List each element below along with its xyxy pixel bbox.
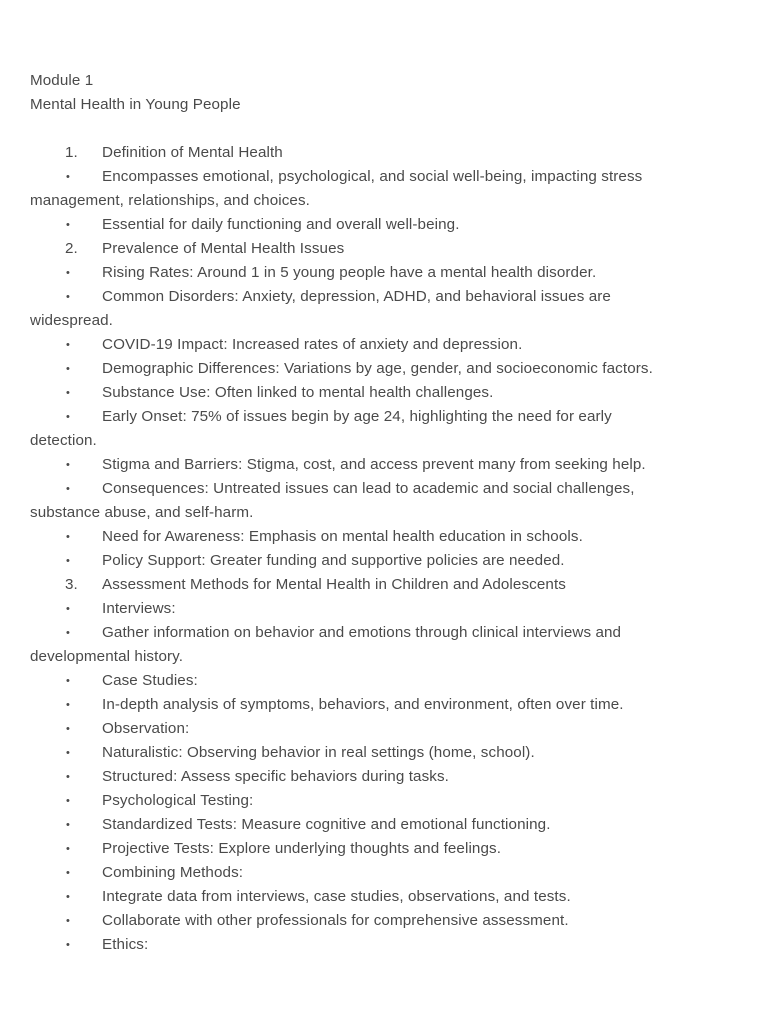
list-item-line xyxy=(30,933,740,957)
list-item-text: Demographic Differences: Variations by age, gender, and socioeconomic factors. xyxy=(102,360,653,377)
list-item-line xyxy=(30,237,740,261)
bullet-marker: • xyxy=(66,531,70,543)
list-item xyxy=(30,165,740,213)
list-item-line xyxy=(30,861,740,885)
list-item xyxy=(30,933,740,957)
list-item xyxy=(30,741,740,765)
list-item-line xyxy=(30,381,740,405)
list-item xyxy=(30,909,740,933)
list-item-line xyxy=(30,765,740,789)
list-item xyxy=(30,813,740,837)
bullet-marker: • xyxy=(66,171,70,183)
list-item-line xyxy=(30,669,740,693)
outline-list xyxy=(30,141,740,957)
bullet-marker: • xyxy=(66,915,70,927)
bullet-marker: • xyxy=(66,891,70,903)
list-item-text: Rising Rates: Around 1 in 5 young people have a mental health disorder. xyxy=(102,264,597,281)
list-item xyxy=(30,669,740,693)
list-item-line xyxy=(30,525,740,549)
bullet-marker: • xyxy=(66,867,70,879)
list-item xyxy=(30,525,740,549)
bullet-marker: • xyxy=(66,219,70,231)
list-item xyxy=(30,357,740,381)
list-item xyxy=(30,861,740,885)
numbered-heading xyxy=(30,141,740,165)
list-item-text: Combining Methods: xyxy=(102,864,244,881)
bullet-marker: • xyxy=(66,795,70,807)
list-item-line xyxy=(30,885,740,909)
list-item-text: Need for Awareness: Emphasis on mental health education in schools. xyxy=(102,528,583,545)
document-body xyxy=(30,69,740,957)
list-item xyxy=(30,477,740,525)
list-item xyxy=(30,381,740,405)
list-item xyxy=(30,333,740,357)
module-label: Module 1 xyxy=(30,72,94,89)
list-item-line xyxy=(30,285,740,309)
list-item-text: Interviews: xyxy=(102,600,176,617)
list-item-line xyxy=(30,165,740,189)
bullet-marker: • xyxy=(66,627,70,639)
bullet-marker: • xyxy=(66,723,70,735)
list-item-line xyxy=(30,621,740,645)
list-item xyxy=(30,453,740,477)
list-item-text: Early Onset: 75% of issues begin by age 24, highlighting the need for early xyxy=(102,408,612,425)
list-item-line xyxy=(30,693,740,717)
list-item-line xyxy=(30,741,740,765)
bullet-marker: • xyxy=(66,363,70,375)
list-number: 1. xyxy=(65,144,78,161)
list-item-line xyxy=(30,573,740,597)
list-item-text: Prevalence of Mental Health Issues xyxy=(102,240,345,257)
list-item-text: In-depth analysis of symptoms, behaviors, and environment, often over time. xyxy=(102,696,624,713)
list-item-text: Projective Tests: Explore underlying thoughts and feelings. xyxy=(102,840,502,857)
bullet-marker: • xyxy=(66,459,70,471)
list-item-continuation: developmental history. xyxy=(30,648,184,665)
list-item-text: Consequences: Untreated issues can lead to academic and social challenges, xyxy=(102,480,635,497)
list-item-text: Stigma and Barriers: Stigma, cost, and access prevent many from seeking help. xyxy=(102,456,646,473)
list-item-line xyxy=(30,717,740,741)
list-item xyxy=(30,621,740,669)
bullet-marker: • xyxy=(66,387,70,399)
spacer xyxy=(30,117,740,141)
list-item xyxy=(30,693,740,717)
list-item-continuation: management, relationships, and choices. xyxy=(30,192,310,209)
list-item-line xyxy=(30,813,740,837)
bullet-marker: • xyxy=(66,603,70,615)
page-title: Mental Health in Young People xyxy=(30,96,241,113)
list-item-text: Common Disorders: Anxiety, depression, ADHD, and behavioral issues are xyxy=(102,288,611,305)
list-item-text: Essential for daily functioning and overall well-being. xyxy=(102,216,460,233)
list-item-text: Policy Support: Greater funding and supportive policies are needed. xyxy=(102,552,565,569)
bullet-marker: • xyxy=(66,411,70,423)
list-item-text: Encompasses emotional, psychological, and social well-being, impacting stress xyxy=(102,168,643,185)
list-item-text: Structured: Assess specific behaviors during tasks. xyxy=(102,768,449,785)
list-item xyxy=(30,549,740,573)
bullet-marker: • xyxy=(66,939,70,951)
list-item-text: Psychological Testing: xyxy=(102,792,254,809)
list-item-continuation: detection. xyxy=(30,432,97,449)
list-item-text: Observation: xyxy=(102,720,190,737)
list-item-text: Naturalistic: Observing behavior in real settings (home, school). xyxy=(102,744,535,761)
bullet-marker: • xyxy=(66,555,70,567)
list-item-line xyxy=(30,789,740,813)
list-item-line xyxy=(30,909,740,933)
list-item-text: Substance Use: Often linked to mental health challenges. xyxy=(102,384,494,401)
list-item-continuation: substance abuse, and self-harm. xyxy=(30,504,254,521)
list-item xyxy=(30,765,740,789)
bullet-marker: • xyxy=(66,747,70,759)
list-item-line xyxy=(30,549,740,573)
bullet-marker: • xyxy=(66,771,70,783)
list-item-continuation: widespread. xyxy=(30,312,113,329)
list-item-line xyxy=(30,597,740,621)
numbered-heading xyxy=(30,237,740,261)
bullet-marker: • xyxy=(66,339,70,351)
list-item-line xyxy=(30,837,740,861)
list-item-line xyxy=(30,261,740,285)
list-number: 3. xyxy=(65,576,78,593)
list-item xyxy=(30,285,740,333)
list-item-text: Definition of Mental Health xyxy=(102,144,283,161)
list-item-line xyxy=(30,477,740,501)
list-item xyxy=(30,885,740,909)
list-item-text: Standardized Tests: Measure cognitive and emotional functioning. xyxy=(102,816,551,833)
numbered-heading xyxy=(30,573,740,597)
list-item-line xyxy=(30,141,740,165)
list-item xyxy=(30,405,740,453)
list-item-text: COVID-19 Impact: Increased rates of anxiety and depression. xyxy=(102,336,523,353)
list-number: 2. xyxy=(65,240,78,257)
bullet-marker: • xyxy=(66,675,70,687)
list-item-text: Case Studies: xyxy=(102,672,198,689)
list-item-text: Ethics: xyxy=(102,936,149,953)
list-item xyxy=(30,213,740,237)
list-item xyxy=(30,717,740,741)
bullet-marker: • xyxy=(66,291,70,303)
list-item-line xyxy=(30,357,740,381)
bullet-marker: • xyxy=(66,483,70,495)
list-item-line xyxy=(30,453,740,477)
list-item xyxy=(30,597,740,621)
list-item-text: Gather information on behavior and emotions through clinical interviews and xyxy=(102,624,622,641)
list-item xyxy=(30,261,740,285)
bullet-marker: • xyxy=(66,843,70,855)
bullet-marker: • xyxy=(66,267,70,279)
list-item-line xyxy=(30,405,740,429)
bullet-marker: • xyxy=(66,819,70,831)
list-item xyxy=(30,837,740,861)
list-item-text: Assessment Methods for Mental Health in Children and Adolescents xyxy=(102,576,566,593)
list-item-text: Collaborate with other professionals for comprehensive assessment. xyxy=(102,912,569,929)
list-item-line xyxy=(30,213,740,237)
list-item-text: Integrate data from interviews, case studies, observations, and tests. xyxy=(102,888,571,905)
list-item xyxy=(30,789,740,813)
list-item-line xyxy=(30,333,740,357)
bullet-marker: • xyxy=(66,699,70,711)
